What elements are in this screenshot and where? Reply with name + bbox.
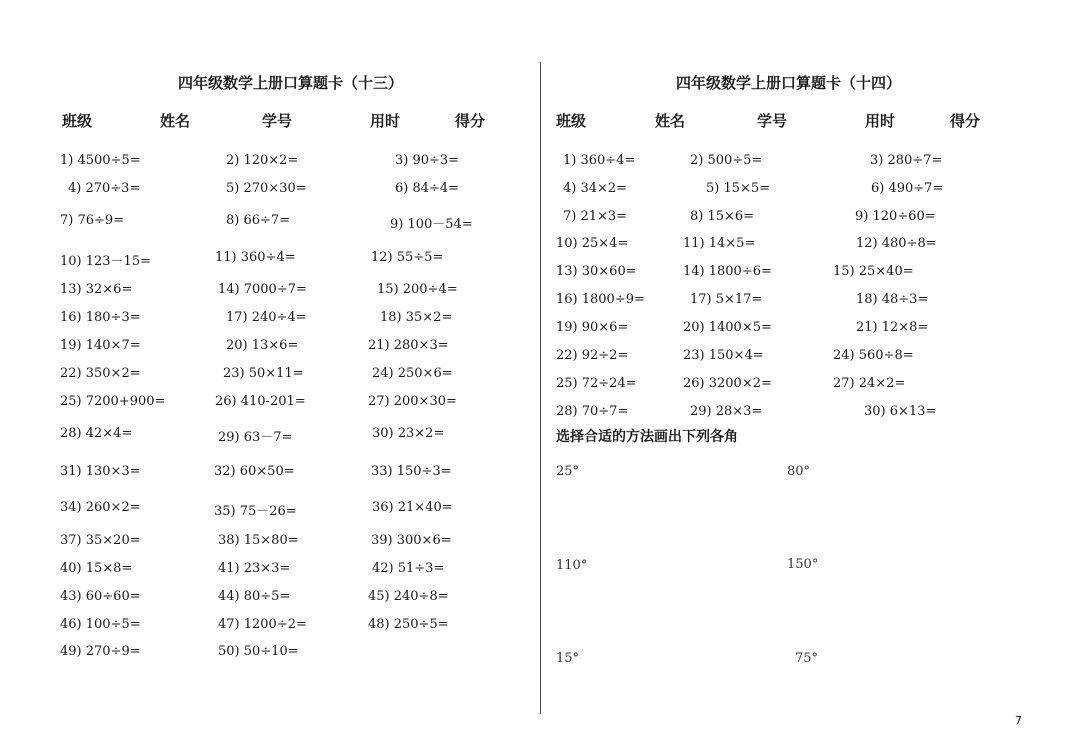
right-problem: 4) 34×2= <box>563 181 628 196</box>
left-problem: 21) 280×3= <box>368 338 449 353</box>
left-problem: 22) 350×2= <box>60 366 141 381</box>
left-problem: 19) 140×7= <box>60 338 141 353</box>
left-problem: 50) 50÷10= <box>218 644 299 659</box>
left-problem: 34) 260×2= <box>60 500 141 515</box>
right-header-number: 学号 <box>757 112 788 130</box>
angle-label: 75° <box>795 651 819 666</box>
left-problem: 40) 15×8= <box>60 561 133 576</box>
left-problem: 13) 32×6= <box>60 282 133 297</box>
left-problem: 23) 50×11= <box>223 366 304 381</box>
left-problem: 38) 15×80= <box>218 533 299 548</box>
right-problem: 5) 15×5= <box>706 181 771 196</box>
left-problem: 3) 90÷3= <box>395 153 460 168</box>
right-problem: 1) 360÷4= <box>563 153 636 168</box>
left-header-score: 得分 <box>455 112 486 130</box>
left-problem: 6) 84÷4= <box>395 181 460 196</box>
left-problem: 14) 7000÷7= <box>218 282 307 297</box>
left-problem: 5) 270×30= <box>226 181 307 196</box>
left-problem: 45) 240÷8= <box>368 589 449 604</box>
left-problem: 25) 7200+900= <box>60 394 166 409</box>
left-header-class: 班级 <box>62 112 93 130</box>
left-header-time: 用时 <box>370 112 401 130</box>
left-problem: 36) 21×40= <box>372 500 453 515</box>
right-problem: 11) 14×5= <box>683 236 756 251</box>
right-header-score: 得分 <box>950 112 981 130</box>
left-problem: 10) 123－15= <box>60 254 151 269</box>
left-problem: 7) 76÷9= <box>60 213 125 228</box>
left-problem: 15) 200÷4= <box>377 282 458 297</box>
left-problem: 31) 130×3= <box>60 464 141 479</box>
right-problem: 17) 5×17= <box>690 292 763 307</box>
left-problem: 35) 75－26= <box>214 504 297 519</box>
right-problem: 16) 1800÷9= <box>556 292 645 307</box>
right-header-class: 班级 <box>556 112 587 130</box>
left-problem: 17) 240÷4= <box>226 310 307 325</box>
angle-label: 25° <box>556 464 580 479</box>
right-problem: 13) 30×60= <box>556 264 637 279</box>
right-problem: 27) 24×2= <box>833 376 906 391</box>
right-problem: 10) 25×4= <box>556 236 629 251</box>
left-problem: 44) 80÷5= <box>218 589 291 604</box>
left-problem: 42) 51÷3= <box>372 561 445 576</box>
angle-label: 110° <box>556 558 588 573</box>
left-problem: 47) 1200÷2= <box>218 617 307 632</box>
left-problem: 48) 250÷5= <box>368 617 449 632</box>
left-problem: 33) 150÷3= <box>371 464 452 479</box>
right-problem: 25) 72÷24= <box>556 376 637 391</box>
angle-label: 150° <box>787 557 819 572</box>
left-problem: 11) 360÷4= <box>215 250 296 265</box>
right-problem: 20) 1400×5= <box>683 320 772 335</box>
right-problem: 6) 490÷7= <box>871 181 944 196</box>
left-problem: 27) 200×30= <box>368 394 457 409</box>
left-problem: 18) 35×2= <box>380 310 453 325</box>
right-problem: 18) 48÷3= <box>856 292 929 307</box>
right-header-time: 用时 <box>865 112 896 130</box>
right-card-title: 四年级数学上册口算题卡（十四） <box>676 74 902 92</box>
left-problem: 1) 4500÷5= <box>60 153 141 168</box>
left-problem: 37) 35×20= <box>60 533 141 548</box>
left-problem: 39) 300×6= <box>371 533 452 548</box>
right-problem: 7) 21×3= <box>563 209 628 224</box>
left-problem: 28) 42×4= <box>60 426 133 441</box>
left-problem: 49) 270÷9= <box>60 644 141 659</box>
right-problem: 14) 1800÷6= <box>683 264 772 279</box>
right-problem: 19) 90×6= <box>556 320 629 335</box>
right-problem: 30) 6×13= <box>864 404 937 419</box>
left-problem: 41) 23×3= <box>218 561 291 576</box>
right-problem: 23) 150×4= <box>683 348 764 363</box>
right-problem: 12) 480÷8= <box>856 236 937 251</box>
right-problem: 22) 92÷2= <box>556 348 629 363</box>
right-problem: 9) 120÷60= <box>855 209 936 224</box>
right-header-name: 姓名 <box>655 112 686 130</box>
left-problem: 24) 250×6= <box>372 366 453 381</box>
left-problem: 32) 60×50= <box>214 464 295 479</box>
left-problem: 46) 100÷5= <box>60 617 141 632</box>
right-problem: 3) 280÷7= <box>870 153 943 168</box>
left-problem: 2) 120×2= <box>226 153 299 168</box>
right-problem: 15) 25×40= <box>833 264 914 279</box>
right-problem: 26) 3200×2= <box>683 376 772 391</box>
left-problem: 16) 180÷3= <box>60 310 141 325</box>
left-problem: 29) 63－7= <box>218 430 293 445</box>
right-problem: 2) 500÷5= <box>690 153 763 168</box>
left-problem: 43) 60÷60= <box>60 589 141 604</box>
page-number: 7 <box>1015 714 1022 727</box>
left-problem: 26) 410-201= <box>215 394 306 409</box>
left-problem: 4) 270÷3= <box>68 181 141 196</box>
right-problem: 29) 28×3= <box>690 404 763 419</box>
angle-section-title: 选择合适的方法画出下列各角 <box>556 429 738 445</box>
left-problem: 8) 66÷7= <box>226 213 291 228</box>
page-divider <box>540 62 541 714</box>
left-header-name: 姓名 <box>160 112 191 130</box>
right-problem: 8) 15×6= <box>690 209 755 224</box>
left-problem: 12) 55÷5= <box>371 250 444 265</box>
left-card-title: 四年级数学上册口算题卡（十三） <box>178 74 404 92</box>
angle-label: 80° <box>787 464 811 479</box>
left-problem: 9) 100－54= <box>390 217 473 232</box>
right-problem: 21) 12×8= <box>856 320 929 335</box>
right-problem: 24) 560÷8= <box>833 348 914 363</box>
right-problem: 28) 70÷7= <box>556 404 629 419</box>
left-problem: 30) 23×2= <box>372 426 445 441</box>
left-problem: 20) 13×6= <box>226 338 299 353</box>
left-header-number: 学号 <box>262 112 293 130</box>
angle-label: 15° <box>556 651 580 666</box>
